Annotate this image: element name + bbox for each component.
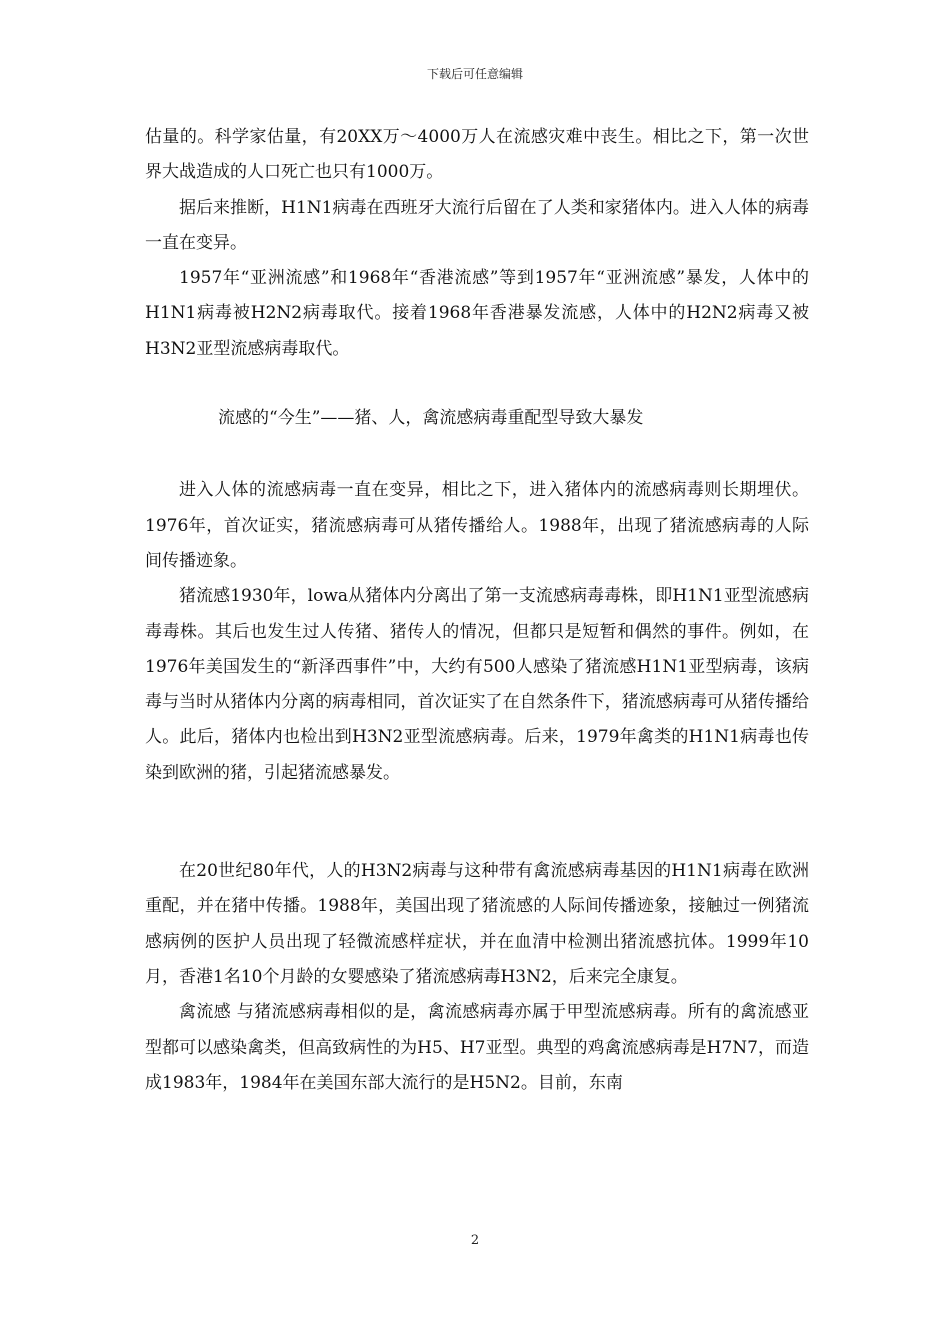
paragraph-1957-1968-pandemics: 1957年“亚洲流感”和1968年“香港流感”等到1957年“亚洲流感”暴发，人体中的H1N1病毒被H2N2病毒取代。接着1968年香港暴发流感，人体中的H2N2病毒又被H3N2亚型流感病毒取代。 — [145, 268, 809, 359]
paragraph-avian-flu: 禽流感 与猪流感病毒相似的是，禽流感病毒亦属于甲型流感病毒。所有的禽流感亚型都可以感染禽类，但高致病性的为H5、H7亚型。典型的鸡禽流感病毒是H7N7，而造成1983年，1984年在美国东部大流行的是H5N2。目前，东南 — [145, 1002, 809, 1093]
section-heading: 流感的“今生”——猪、人，禽流感病毒重配型导致大暴发 — [218, 408, 644, 429]
paragraph-h1n1-persistence: 据后来推断，H1N1病毒在西班牙大流行后留在了人类和家猪体内。进入人体的病毒一直在变异。 — [145, 197, 809, 253]
document-body — [145, 120, 809, 1101]
page-header: 下载后可任意编辑 — [426, 67, 523, 81]
spacer — [145, 367, 809, 401]
paragraph-virus-mutation: 进入人体的流感病毒一直在变异，相比之下，进入猪体内的流感病毒则长期埋伏。1976年，首次证实，猪流感病毒可从猪传播给人。1988年，出现了猪流感病毒的人际间传播迹象。 — [145, 480, 809, 571]
paragraph-1980s-reassortment: 在20世纪80年代，人的H3N2病毒与这种带有禽流感病毒基因的H1N1病毒在欧洲重配，并在猪中传播。1988年，美国出现了猪流感的人际间传播迹象，接触过一例猪流感病例的医护人员出现了轻微流感样症状，并在血清中检测出猪流感抗体。1999年10月，香港1名10个月龄的女婴感染了猪流感病毒H3N2，后来完全康复。 — [145, 861, 809, 987]
paragraph-swine-flu: 猪流感1930年，lowa从猪体内分离出了第一支流感病毒毒株，即H1N1亚型流感病毒毒株。其后也发生过人传猪、猪传人的情况，但都只是短暂和偶然的事件。例如，在1976年美国发生的“新泽西事件”中，大约有500人感染了猪流感H1N1亚型病毒，该病毒与当时从猪体内分离的病毒相同，首次证实了在自然条件下，猪流感病毒可从猪传播给人。此后，猪体内也检出到H3N2亚型流感病毒。后来，1979年禽类的H1N1病毒也传染到欧洲的猪，引起猪流感暴发。 — [145, 586, 809, 783]
page-number: 2 — [470, 1233, 480, 1248]
spacer — [145, 791, 809, 854]
paragraph-continuation: 估量的。科学家估量，有20XX万～4000万人在流感灾难中丧生。相比之下，第一次世界大战造成的人口死亡也只有1000万。 — [145, 127, 809, 183]
spacer — [145, 436, 809, 473]
